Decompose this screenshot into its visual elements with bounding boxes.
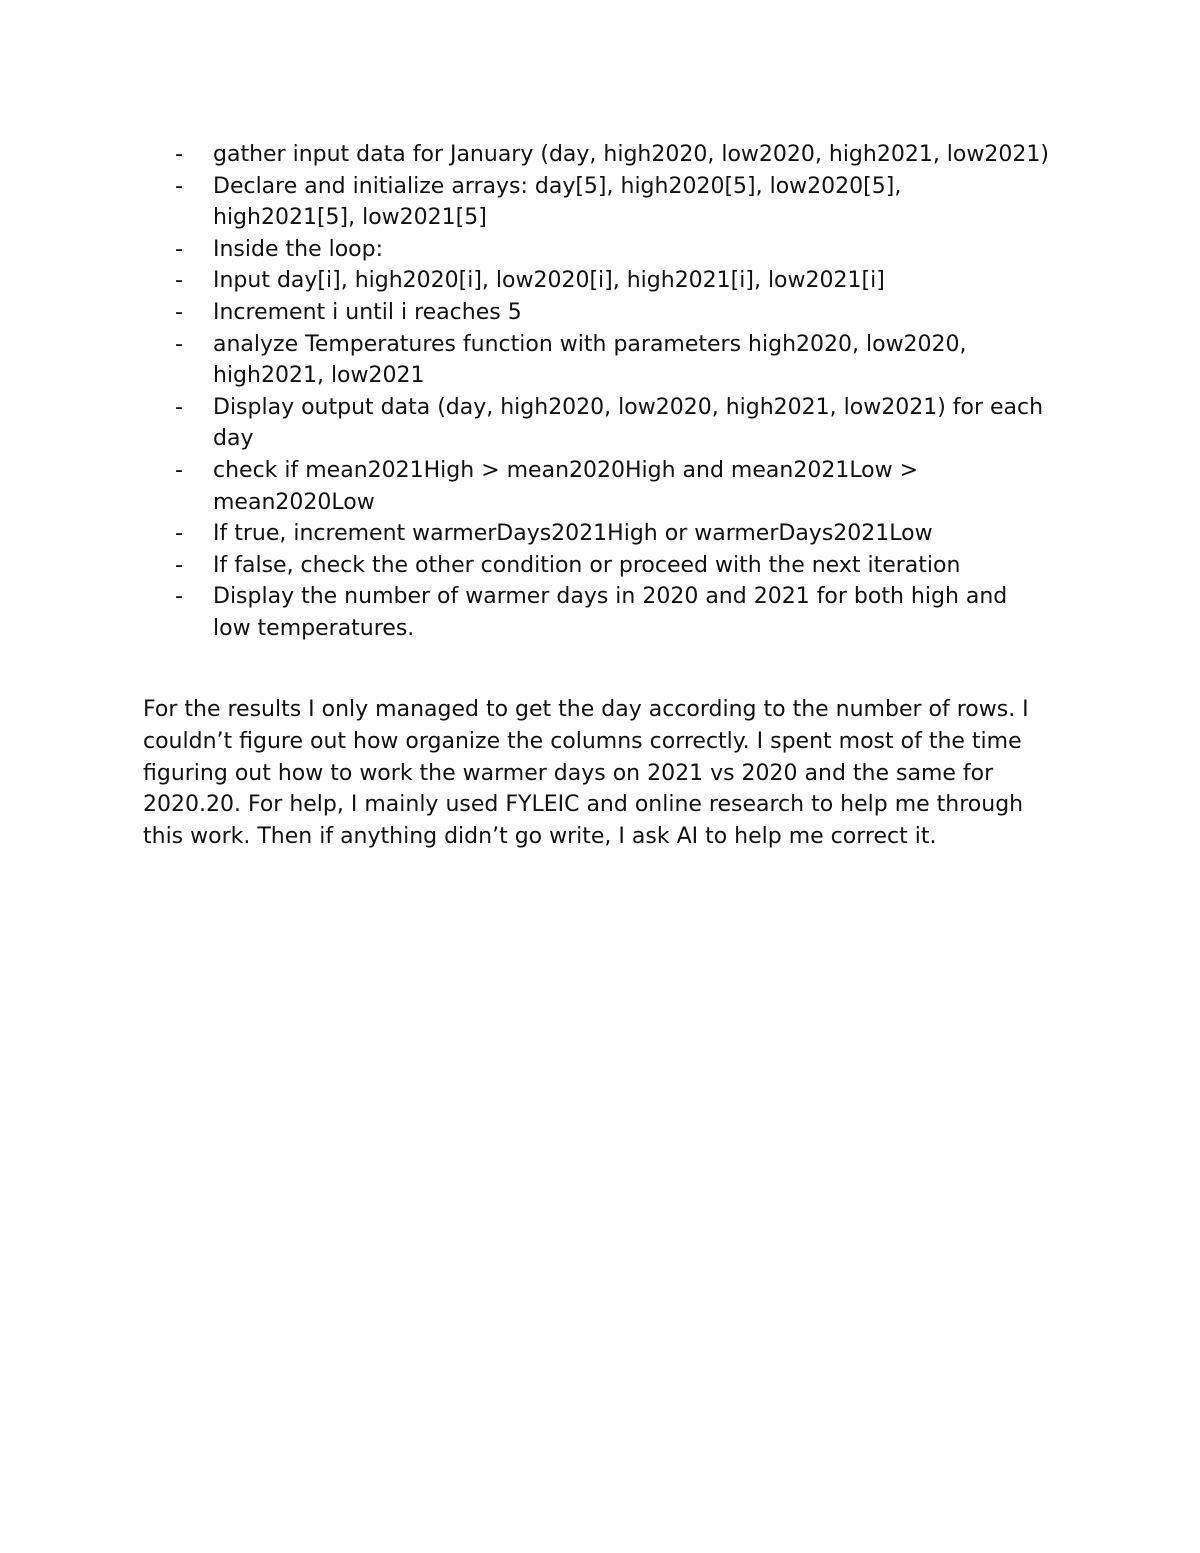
- list-item-text: Declare and initialize arrays: day[5], high2020[5], low2020[5], high2021[5], low2021[5]: [213, 173, 902, 231]
- list-item: [170, 234, 1050, 266]
- list-item: [170, 518, 1050, 550]
- list-item-text: If false, check the other condition or proceed with the next iteration: [213, 552, 961, 578]
- list-item-text: Display the number of warmer days in 2020 and 2021 for both high and low temperatures.: [213, 584, 1008, 641]
- bullet-list: [170, 139, 1050, 645]
- list-item-text: Increment i until i reaches 5: [213, 299, 522, 325]
- bullet-dash: -: [175, 521, 183, 547]
- list-item-text: Input day[i], high2020[i], low2020[i], high2021[i], low2021[i]: [213, 268, 885, 294]
- list-item-text: gather input data for January (day, high2020, low2020, high2021, low2021): [213, 142, 1049, 167]
- list-item: [170, 455, 1050, 518]
- bullet-dash: -: [175, 268, 183, 294]
- list-item: [170, 392, 1050, 455]
- bullet-dash: -: [175, 394, 183, 420]
- bullet-dash: -: [175, 173, 183, 199]
- bullet-dash: -: [175, 584, 183, 610]
- list-item: [170, 265, 1050, 297]
- list-item: [170, 139, 1050, 171]
- list-item-text: analyze Temperatures function with parameters high2020, low2020, high2021, low2021: [213, 331, 967, 389]
- list-item-text: check if mean2021High > mean2020High and mean2021Low > mean2020Low: [213, 457, 919, 515]
- list-item-text: Display output data (day, high2020, low2020, high2021, low2021) for each day: [213, 394, 1044, 452]
- bullet-dash: -: [175, 236, 183, 262]
- list-item: [170, 297, 1050, 329]
- bullet-dash: -: [175, 552, 183, 578]
- list-item: [170, 581, 1050, 644]
- results-paragraph: For the results I only managed to get the day according to the number of rows. I couldn’t figure out how organize the columns correctly. I spent most of the time figuring out how to work the warmer days on 2021 vs 2020 and the same for 2020.20. For help, I mainly used FYLEIC and online research to help me through this work. Then if anything didn’t go write, I ask AI to help me correct it.: [143, 697, 1029, 850]
- bullet-dash: -: [175, 142, 183, 167]
- list-item: [170, 550, 1050, 582]
- bullet-dash: -: [175, 331, 183, 357]
- list-item: [170, 171, 1050, 234]
- list-item-text: Inside the loop:: [213, 236, 384, 262]
- bullet-dash: -: [175, 299, 183, 325]
- list-item: [170, 329, 1050, 392]
- bullet-dash: -: [175, 457, 183, 483]
- list-item-text: If true, increment warmerDays2021High or warmerDays2021Low: [213, 521, 933, 547]
